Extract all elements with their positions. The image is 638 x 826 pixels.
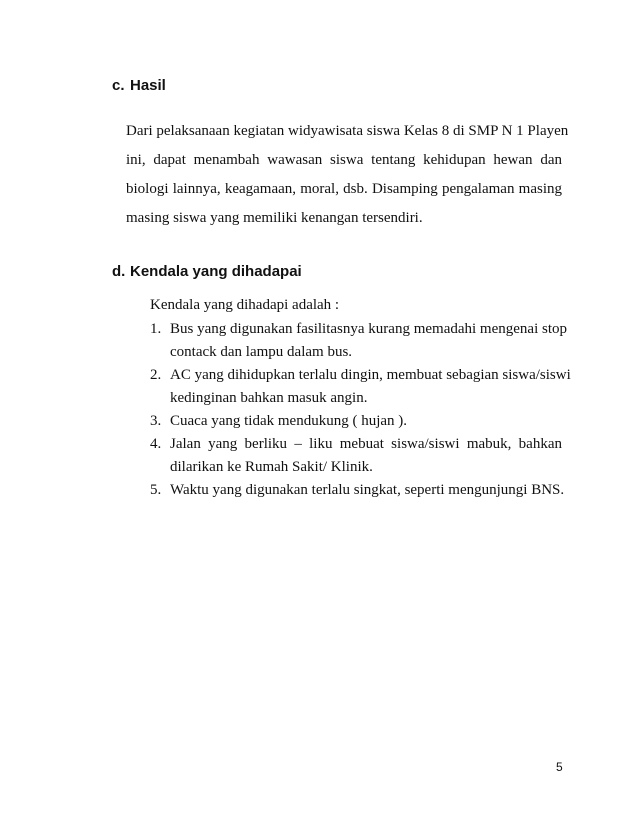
list-item-line: Bus yang digunakan fasilitasnya kurang memadahi mengenai stop bbox=[170, 321, 567, 337]
list-item bbox=[150, 364, 571, 410]
list-item-line: kedinginan bahkan masuk angin. bbox=[170, 390, 368, 406]
paragraph-line: ini, dapat menambah wawasan siswa tentang kehidupan hewan dan bbox=[126, 152, 562, 168]
list-item-number: 2. bbox=[150, 367, 162, 383]
list-item bbox=[150, 433, 562, 479]
list-item-number: 3. bbox=[150, 413, 162, 429]
list-item-line: Jalan yang berliku – liku mebuat siswa/siswi mabuk, bahkan bbox=[170, 436, 562, 452]
section-d-heading bbox=[112, 263, 302, 280]
list-item-line: Cuaca yang tidak mendukung ( hujan ). bbox=[170, 413, 408, 429]
list-item-number: 1. bbox=[150, 321, 162, 337]
section-d-letter: d. bbox=[112, 263, 126, 280]
section-c-letter: c. bbox=[112, 77, 125, 94]
list-item bbox=[150, 479, 565, 502]
section-c-heading bbox=[112, 77, 166, 94]
page-number: 5 bbox=[556, 760, 563, 774]
list-item-line: AC yang dihidupkan terlalu dingin, membuat sebagian siswa/siswi bbox=[170, 367, 571, 383]
list-item-line: dilarikan ke Rumah Sakit/ Klinik. bbox=[170, 459, 373, 475]
paragraph-line: masing siswa yang memiliki kenangan tersendiri. bbox=[126, 210, 423, 226]
kendala-list bbox=[150, 318, 571, 502]
list-item-line: contack dan lampu dalam bus. bbox=[170, 344, 353, 360]
list-item-number: 4. bbox=[150, 436, 162, 452]
list-item-number: 5. bbox=[150, 482, 162, 498]
section-d-title: Kendala yang dihadapai bbox=[130, 263, 302, 280]
list-item bbox=[150, 318, 567, 364]
paragraph-line: biologi lainnya, keagamaan, moral, dsb. Disamping pengalaman masing bbox=[126, 181, 562, 197]
list-item-line: Waktu yang digunakan terlalu singkat, seperti mengunjungi BNS. bbox=[170, 482, 565, 498]
section-d-intro: Kendala yang dihadapi adalah : bbox=[150, 297, 340, 313]
paragraph-line: Dari pelaksanaan kegiatan widyawisata siswa Kelas 8 di SMP N 1 Playen bbox=[126, 123, 569, 139]
section-c-paragraph bbox=[126, 117, 569, 233]
list-item bbox=[150, 410, 562, 433]
section-c-title: Hasil bbox=[130, 77, 166, 94]
